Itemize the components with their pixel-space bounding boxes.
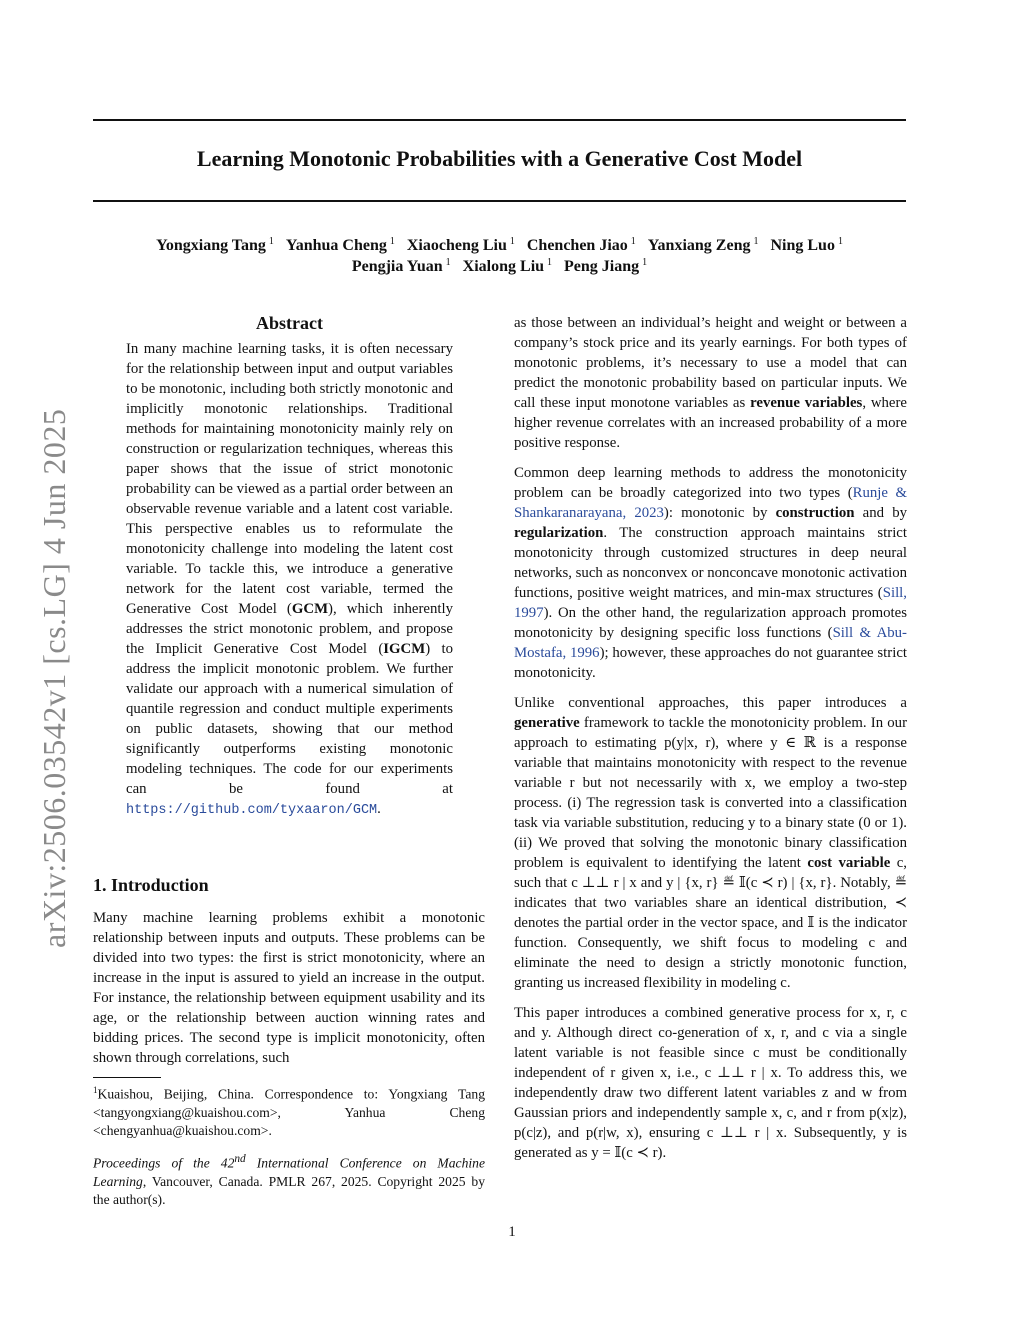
author-name: Pengjia Yuan (351, 258, 443, 276)
right-column (514, 313, 907, 1173)
citation-runje[interactable]: Runje & Shankaranarayana, 2023 (514, 485, 907, 521)
author-entry (346, 258, 457, 275)
author-entry (642, 237, 765, 254)
author-name: Peng Jiang (564, 258, 640, 276)
title-rule-bottom (93, 200, 906, 202)
abstract-body: In many machine learning tasks, it is often necessary for the relationship between input and output variables to be monotonic, including both strictly monotonic and implicitly monotonic relationships. Traditional methods for maintaining monotonicity mainly rely on construction or regularization techniques, whereas this paper shows that the issue of strict monotonic probability can be viewed as a partial order between an observable revenue variable and a latent cost variable. This perspective enables us to reformulate the monotonicity challenge into modeling the latent cost variable. To tackle this, we introduce a generative network for the latent cost variable, termed the Generative Cost Model (GCM), which inherently addresses the strict monotonic problem, and propose the Implicit Generative Cost Model (IGCM) to address the implicit monotonic problem. We further validate our approach with a numerical simulation of quantile regression and conduct multiple experiments on public datasets, showing that our method significantly outperforms existing monotonic modeling techniques. The code for our experiments can be found at https://github.com/tyxaaron/GCM. (126, 341, 453, 818)
affiliation-mark: 1 (753, 236, 759, 247)
author-name: Yanhua Cheng (285, 237, 387, 255)
affiliation-mark: 1 (630, 236, 636, 247)
code-link[interactable]: https://github.com/tyxaaron/GCM (126, 803, 378, 818)
author-entry (150, 237, 280, 254)
author-list-line-1 (93, 236, 906, 255)
proceedings-note: Proceedings of the 42nd International Conference on Machine Learning, Vancouver, Canada. PMLR 267, 2025. Copyright 2025 by the author(s). (93, 1153, 485, 1207)
page-number: 1 (508, 1224, 516, 1240)
introduction-body: Many machine learning problems exhibit a monotonic relationship between inputs and outputs. These problems can be divided into two types: the first is strict monotonicity, where an increase in the input is assured to yield an increase in the output. For instance, the relationship between equipment usability and its age, or the relationship between auction winning rates and bidding prices. The second type is implicit monotonicity, often shown through correlations, such (93, 910, 485, 1066)
author-list-line-2 (93, 257, 906, 276)
affiliation-mark: 1 (509, 236, 515, 247)
author-entry (401, 237, 521, 254)
author-name: Xialong Liu (462, 258, 545, 276)
paragraph-revenue-variables: as those between an individual’s height and weight or between a company’s stock price and its yearly earnings. For both types of monotonic problems, it’s necessary to use a model that can predict the monotonic probability based on particular inputs. We call these input monotone variables as revenue variables, where higher revenue correlates with an increased probability of a more positive response. (514, 315, 907, 451)
affiliation-mark: 1 (268, 236, 274, 247)
author-name: Chenchen Jiao (526, 237, 628, 255)
footnote: $^1$Kuaishou, Beijing, China. Correspondence to: Yongxiang Tang <tangyongxiang@kuaishou.com>, Yanhua Cheng <chengyanhua@kuaishou.com>. (93, 1085, 485, 1138)
arxiv-stamp: arXiv:2506.03542v1 [cs.LG] 4 Jun 2025 (36, 408, 72, 948)
abstract-heading: Abstract (256, 313, 323, 333)
introduction-heading: 1. Introduction (93, 875, 209, 895)
affiliation-mark: 1 (642, 257, 648, 268)
author-entry (764, 237, 848, 254)
title-rule-top (93, 119, 906, 121)
paragraph-common-methods: Common deep learning methods to address the monotonicity problem can be broadly categorized into two types (Runje & Shankaranarayana, 2023): monotonic by construction and by regularization. The construction approach maintains strict monotonicity through customized structures in deep neural networks, such as nonconvex or nonconcave monotonic activation functions, positive weight matrices, and min-max structures (Sill, 1997). On the other hand, the regularization approach promotes monotonicity by designing specific loss functions (Sill & Abu-Mostafa, 1996); however, these approaches do not guarantee strict monotonicity. (514, 465, 907, 681)
author-entry (280, 237, 401, 254)
affiliation-mark: 1 (547, 257, 553, 268)
author-entry (521, 237, 642, 254)
author-name: Yongxiang Tang (156, 237, 266, 255)
author-name: Yanxiang Zeng (647, 237, 751, 255)
paper-title: Learning Monotonic Probabilities with a Generative Cost Model (196, 146, 803, 171)
author-entry (558, 258, 653, 275)
author-entry (457, 258, 558, 275)
citation-sill-1997[interactable]: Sill, 1997 (514, 585, 907, 621)
affiliation-mark: 1 (445, 257, 451, 268)
author-name: Ning Luo (770, 237, 835, 255)
citation-sill-abu-mostafa[interactable]: Sill & Abu-Mostafa, 1996 (514, 625, 907, 661)
affiliation-mark: 1 (389, 236, 395, 247)
author-name: Xiaocheng Liu (406, 237, 507, 255)
paragraph-generative-process: This paper introduces a combined generative process for x, r, c and y. Although direct co-generation of x, r, and c via a single latent variable is not feasible since c must be conditionally independent of r given x, i.e., c ⊥⊥ r | x. To address this, we independently draw two different latent variables z and w from Gaussian priors and independently sample x, c, and r from p(x|z), p(c|z), and p(r|w, x), ensuring c ⊥⊥ r | x. Subsequently, y is generated as y = 𝕀(c ≺ r). (514, 1005, 907, 1161)
footnote-rule (93, 1077, 161, 1078)
affiliation-mark: 1 (837, 236, 843, 247)
paragraph-generative-framework: Unlike conventional approaches, this paper introduces a generative framework to tackle the monotonicity problem. In our approach to estimating p(y|x, r), where y ∈ ℝ is a response variable that maintains monotonicity with respect to the revenue variable r but not necessarily with x, we employ a two-step process. (i) The regression task is converted into a classification task via variable substitution, reducing y to a binary state (0 or 1). (ii) We proved that solving the monotonic binary classification problem is equivalent to identifying the latent cost variable c, such that c ⊥⊥ r | x and y | {x, r} ≝ 𝕀(c ≺ r) | {x, r}. Notably, ≝ indicates that two variables share an identical distribution, ≺ denotes the partial order in the vector space, and 𝕀 is the indicator function. Consequently, we shift focus to modeling c and eliminate the need to design a strictly monotonic function, granting us increased flexibility in modeling c. (514, 695, 908, 991)
